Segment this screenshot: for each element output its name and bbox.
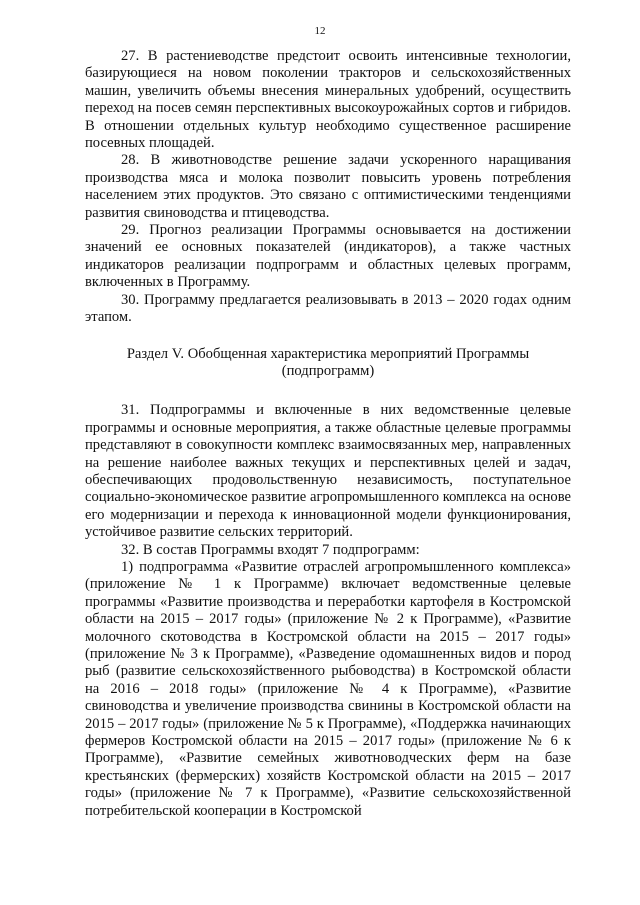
subprogram-1-item: 1) подпрограмма «Развитие отраслей агропромышленного комплекса» (приложение № 1 к Программе) включает ведомственные целевые программы «Развитие производства и переработки картофеля в Костромской области на 2015 – 2017 годы» (приложение № 2 к Программе), «Развитие молочного скотоводства в Костромской области на 2015 – 2017 годы» (приложение № 3 к Программе), «Разведение одомашненных видов и пород рыб (развитие сельскохозяйственного рыбоводства) в Костромской области на 2016 – 2018 годы» (приложение № 4 к Программе), «Развитие свиноводства и увеличение производства свинины в Костромской области на 2015 – 2017 годы» (приложение № 5 к Программе), «Поддержка начинающих фермеров Костромской области на 2015 – 2017 годы» (приложение № 6 к Программе), «Развитие семейных животноводческих ферм на базе крестьянских (фермерских) хозяйств Костромской области на 2015 – 2017 годы» (приложение № 7 к Программе), «Развитие сельскохозяйственной потребительской кооперации в Костромской — [85, 558, 571, 819]
page-number: 12 — [314, 25, 326, 37]
paragraph-31: 31. Подпрограммы и включенные в них ведомственные целевые программы и основные мероприятия, а также областные целевые программы представляют в совокупности комплекс взаимосвязанных мер, направленных на решение наиболее важных текущих и перспективных целей и задач, обеспечивающих продовольственную независимость, поступательное социально-экономическое развитие агропромышленного комплекса на основе его модернизации и перехода к инновационной модели функционирования, устойчивое развитие сельских территорий. — [85, 402, 571, 541]
section-heading-line2: (подпрограмм) — [281, 362, 375, 379]
document-body — [85, 48, 571, 820]
paragraph-27: 27. В растениеводстве предстоит освоить интенсивные технологии, базирующиеся на новом поколении тракторов и сельскохозяйственных машин, увеличить объемы внесения минеральных удобрений, осуществить переход на посев семян перспективных высокоурожайных сортов и гибридов. В отношении отдельных культур необходимо существенное расширение посевных площадей. — [85, 48, 571, 152]
section-heading-line1: Раздел V. Обобщенная характеристика мероприятий Программы — [126, 345, 530, 362]
paragraph-32: 32. В состав Программы входят 7 подпрограмм: — [121, 541, 420, 558]
section-heading — [85, 346, 571, 381]
paragraph-29: 29. Прогноз реализации Программы основывается на достижении значений ее основных показателей (индикаторов), а также частных индикаторов реализации подпрограмм и областных целевых программ, включенных в Программу. — [85, 222, 571, 291]
paragraph-30: 30. Программу предлагается реализовывать в 2013 – 2020 годах одним этапом. — [85, 291, 571, 326]
paragraph-28: 28. В животноводстве решение задачи ускоренного наращивания производства мяса и молока позволит повысить уровень потребления населением этих продуктов. Это связано с оптимистическими тенденциями развития свиноводства и птицеводства. — [85, 152, 571, 221]
